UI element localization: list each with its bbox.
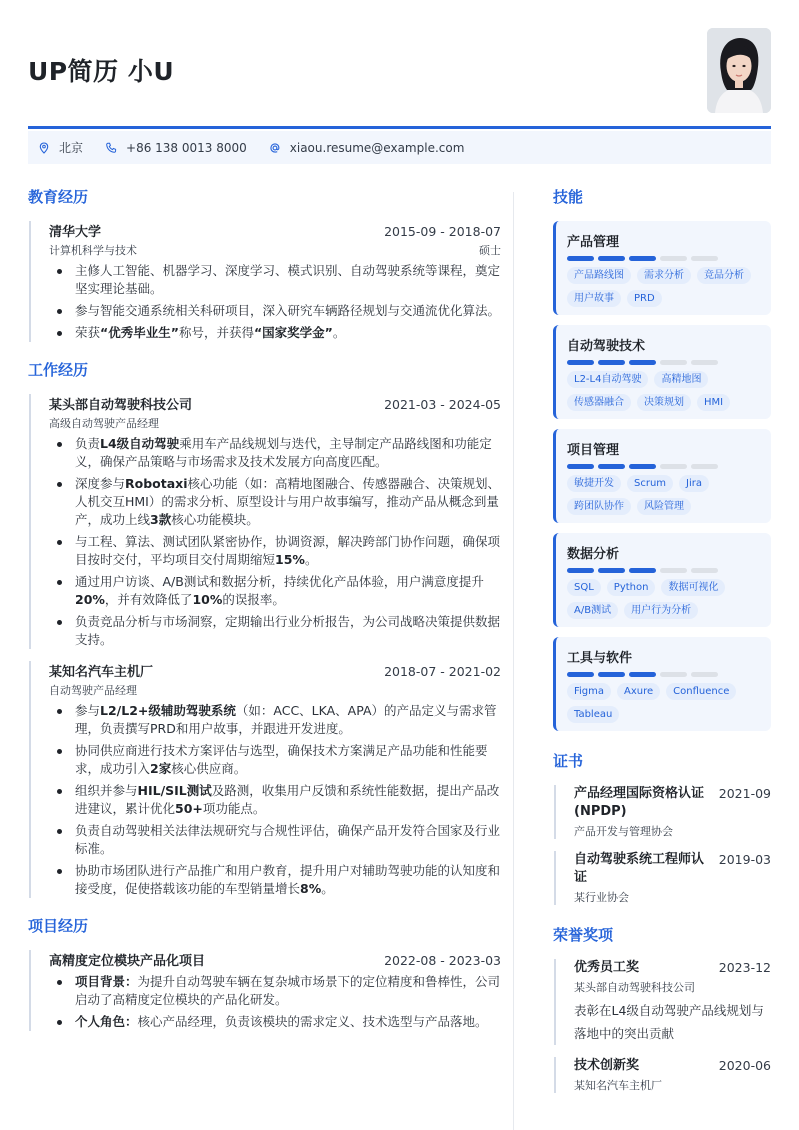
skill-tag: Jira	[679, 475, 709, 492]
job-role: 高级自动驾驶产品经理	[49, 417, 159, 430]
honor-name: 优秀员工奖	[574, 960, 640, 975]
highlight-text: 20%	[75, 592, 105, 607]
skill-name: 工具与软件	[567, 651, 633, 666]
certificate-date: 2019-03	[718, 852, 771, 867]
bullet-list	[49, 262, 501, 342]
portrait-image	[707, 28, 771, 113]
certificate-issuer: 某行业协会	[574, 891, 629, 904]
main-column	[28, 185, 501, 1047]
skill-tag: PRD	[627, 290, 662, 307]
certificate-date: 2021-09	[718, 786, 771, 801]
project-name: 高精度定位模块产品化项目	[49, 954, 206, 969]
skill-tags	[567, 683, 759, 723]
skill-level-segment	[629, 568, 656, 573]
bullet-item: 参与L2/L2+级辅助驾驶系统（如：ACC、LKA、APA）的产品定义与需求管理，负责撰写PRD和用户故事，并跟进开发进度。	[49, 702, 501, 738]
skill-tag: Confluence	[666, 683, 736, 700]
company-name: 某知名汽车主机厂	[49, 665, 154, 680]
degree: 硕士	[479, 244, 501, 257]
work-section	[28, 358, 501, 898]
highlight-text: HIL/SIL测试	[137, 783, 212, 798]
skill-tag: A/B测试	[567, 602, 618, 619]
entry-date: 2022-08 - 2023-03	[384, 953, 501, 968]
entry-date: 2015-09 - 2018-07	[384, 224, 501, 239]
skill-level-segment	[629, 360, 656, 365]
contact-email	[269, 141, 465, 155]
bullet-item: 组织并参与HIL/SIL测试及路测，收集用户反馈和系统性能数据，提出产品改进建议，累计优化50+项功能点。	[49, 782, 501, 818]
skill-level-segment	[691, 672, 718, 677]
highlight-text: 项目背景：	[75, 974, 138, 989]
bullet-item: 项目背景：为提升自动驾驶车辆在复杂城市场景下的定位精度和鲁棒性，公司启动了高精度定位模块的产品化研发。	[49, 973, 501, 1009]
highlight-text: 15%	[275, 552, 305, 567]
bullet-item: 与工程、算法、测试团队紧密协作，协调资源，解决跨部门协作问题，确保项目按时交付，平均项目交付周期缩短15%。	[49, 533, 501, 569]
certificate-name: 产品经理国际资格认证 (NPDP)	[574, 786, 705, 819]
skill-cards	[553, 221, 771, 731]
column-divider	[513, 192, 514, 1130]
section-title-certificates: 证书	[553, 752, 584, 770]
skill-level-segment	[691, 256, 718, 261]
certificate-issuer: 产品开发与管理协会	[574, 825, 673, 838]
highlight-text: “优秀毕业生”	[100, 325, 179, 340]
highlight-text: 2家	[150, 761, 172, 776]
skill-tag: 需求分析	[637, 267, 691, 284]
highlight-text: L4级自动驾驶	[100, 436, 180, 451]
company-name: 某头部自动驾驶科技公司	[49, 398, 193, 413]
bullet-list	[49, 973, 501, 1031]
education-section	[28, 185, 501, 342]
bullet-list	[49, 435, 501, 649]
work-entry	[29, 661, 501, 898]
skill-tag: Python	[607, 579, 656, 596]
bullet-item: 负责竞品分析与市场洞察，定期输出行业分析报告，为公司战略决策提供数据支持。	[49, 613, 501, 649]
skill-level-bar	[567, 672, 759, 677]
skill-level-segment	[660, 568, 687, 573]
skill-tag: Tableau	[567, 706, 619, 723]
honors-section	[553, 923, 771, 1093]
skill-tag: SQL	[567, 579, 601, 596]
section-title-projects: 项目经历	[28, 917, 89, 935]
skill-level-segment	[629, 256, 656, 261]
highlight-text: Robotaxi	[125, 476, 188, 491]
skill-tag: 决策规划	[637, 394, 691, 411]
certificate-entry	[554, 785, 771, 839]
section-title-work: 工作经历	[28, 361, 89, 379]
skill-tags	[567, 475, 759, 515]
skill-tag: 传感器融合	[567, 394, 631, 411]
honor-issuer: 某头部自动驾驶科技公司	[574, 981, 695, 994]
skill-name: 项目管理	[567, 443, 620, 458]
highlight-text: 3款	[150, 512, 172, 527]
skill-level-segment	[691, 360, 718, 365]
skill-level-segment	[660, 256, 687, 261]
job-role: 自动驾驶产品经理	[49, 684, 137, 697]
skill-level-bar	[567, 360, 759, 365]
skill-tag: Axure	[617, 683, 660, 700]
skill-name: 自动驾驶技术	[567, 339, 646, 354]
contact-phone	[105, 141, 247, 155]
bullet-item: 深度参与Robotaxi核心功能（如：高精地图融合、传感器融合、决策规划、人机交互HMI）的需求分析、原型设计与用户故事编写，推动产品从概念到量产，成功上线3款核心功能模块。	[49, 475, 501, 529]
highlight-text: L2/L2+级辅助驾驶系统	[100, 703, 236, 718]
honor-entry	[554, 959, 771, 1045]
contact-bar	[28, 131, 771, 164]
profile-photo	[707, 28, 771, 113]
section-title-education: 教育经历	[28, 188, 89, 206]
skill-tag: 风险管理	[637, 498, 691, 515]
highlight-text: 10%	[192, 592, 223, 607]
skill-tags	[567, 267, 759, 307]
major: 计算机科学与技术	[49, 244, 137, 257]
skill-tags	[567, 579, 759, 619]
skill-level-segment	[567, 568, 594, 573]
section-title-honors: 荣誉奖项	[553, 926, 614, 944]
skill-tag: L2-L4自动驾驶	[567, 371, 648, 388]
skill-card	[553, 429, 771, 523]
skill-tag: 跨团队协作	[567, 498, 631, 515]
skill-card	[553, 221, 771, 315]
skill-level-segment	[629, 672, 656, 677]
highlight-text: “国家奖学金”	[253, 325, 333, 340]
location-text: 北京	[59, 141, 84, 155]
entry-date: 2021-03 - 2024-05	[384, 397, 501, 412]
highlight-text: 8%	[300, 881, 322, 896]
bullet-item: 负责自动驾驶相关法律法规研究与合规性评估，确保产品开发符合国家及行业标准。	[49, 822, 501, 858]
skill-card	[553, 533, 771, 627]
certificate-entry	[554, 851, 771, 905]
skill-level-segment	[598, 464, 625, 469]
skill-level-bar	[567, 568, 759, 573]
skill-tag: 产品路线图	[567, 267, 631, 284]
skill-level-segment	[567, 360, 594, 365]
education-entry	[29, 221, 501, 342]
highlight-text: 个人角色：	[75, 1014, 138, 1029]
skill-tag: 用户行为分析	[624, 602, 698, 619]
bullet-item: 协助市场团队进行产品推广和用户教育，提升用户对辅助驾驶功能的认知度和接受度，促使搭载该功能的车型销量增长8%。	[49, 862, 501, 898]
skill-level-segment	[660, 360, 687, 365]
bullet-item: 个人角色：核心产品经理，负责该模块的需求定义、技术选型与产品落地。	[49, 1013, 501, 1031]
honor-date: 2023-12	[718, 960, 771, 975]
bullet-item: 通过用户访谈、A/B测试和数据分析，持续优化产品体验，用户满意度提升20%，并有效降低了10%的误报率。	[49, 573, 501, 609]
skills-section	[553, 185, 771, 731]
skill-tag: Scrum	[627, 475, 673, 492]
skill-name: 数据分析	[567, 547, 620, 562]
bullet-list	[49, 702, 501, 898]
skill-tag: Figma	[567, 683, 611, 700]
phone-icon	[105, 142, 117, 154]
skill-card	[553, 325, 771, 419]
skill-level-segment	[567, 672, 594, 677]
entry-date: 2018-07 - 2021-02	[384, 664, 501, 679]
skill-level-segment	[660, 672, 687, 677]
school-name: 清华大学	[49, 225, 102, 240]
skill-tag: HMI	[697, 394, 730, 411]
skill-tag: 敏捷开发	[567, 475, 621, 492]
honor-date: 2020-06	[718, 1058, 771, 1073]
certificates-section	[553, 749, 771, 905]
certificate-name: 自动驾驶系统工程师认证	[574, 852, 705, 885]
honor-entry	[554, 1057, 771, 1093]
skill-level-segment	[660, 464, 687, 469]
bullet-item: 主修人工智能、机器学习、深度学习、模式识别、自动驾驶系统等课程，奠定坚实理论基础。	[49, 262, 501, 298]
header-divider	[28, 126, 771, 129]
map-pin-icon	[38, 142, 50, 154]
skill-level-segment	[598, 568, 625, 573]
bullet-item: 参与智能交通系统相关科研项目，深入研究车辆路径规划与交通流优化算法。	[49, 302, 501, 320]
email-text[interactable]: xiaou.resume@example.com	[289, 140, 465, 155]
phone-text[interactable]: +86 138 0013 8000	[126, 140, 247, 155]
honor-name: 技术创新奖	[574, 1058, 640, 1073]
skill-level-segment	[598, 360, 625, 365]
bullet-item: 协同供应商进行技术方案评估与选型，确保技术方案满足产品功能和性能要求，成功引入2家核心供应商。	[49, 742, 501, 778]
candidate-name: UP简历 小U	[28, 57, 175, 86]
section-title-skills: 技能	[553, 188, 584, 206]
skill-level-segment	[598, 672, 625, 677]
skill-tag: 用户故事	[567, 290, 621, 307]
skill-level-segment	[629, 464, 656, 469]
skill-level-segment	[691, 464, 718, 469]
at-sign-icon	[269, 142, 281, 154]
skill-level-segment	[567, 464, 594, 469]
skill-tag: 高精地图	[654, 371, 708, 388]
skill-tag: 竞品分析	[697, 267, 751, 284]
work-entry	[29, 394, 501, 649]
side-column	[553, 185, 771, 1109]
skill-tag: 数据可视化	[661, 579, 725, 596]
skill-level-segment	[691, 568, 718, 573]
skill-level-bar	[567, 464, 759, 469]
honor-description: 表彰在L4级自动驾驶产品线规划与落地中的突出贡献	[574, 1003, 764, 1041]
skill-level-bar	[567, 256, 759, 261]
bullet-item: 荣获“优秀毕业生”称号，并获得“国家奖学金”。	[49, 324, 501, 342]
project-entry	[29, 950, 501, 1031]
skill-card	[553, 637, 771, 731]
honor-issuer: 某知名汽车主机厂	[574, 1079, 662, 1092]
skill-tags	[567, 371, 759, 411]
highlight-text: 50+	[175, 801, 203, 816]
contact-location	[38, 139, 83, 156]
bullet-item: 负责L4级自动驾驶乘用车产品线规划与迭代，主导制定产品路线图和功能定义，确保产品策略与市场需求及技术发展方向高度匹配。	[49, 435, 501, 471]
resume-header	[28, 0, 771, 128]
skill-level-segment	[598, 256, 625, 261]
projects-section	[28, 914, 501, 1031]
skill-level-segment	[567, 256, 594, 261]
skill-name: 产品管理	[567, 235, 620, 250]
